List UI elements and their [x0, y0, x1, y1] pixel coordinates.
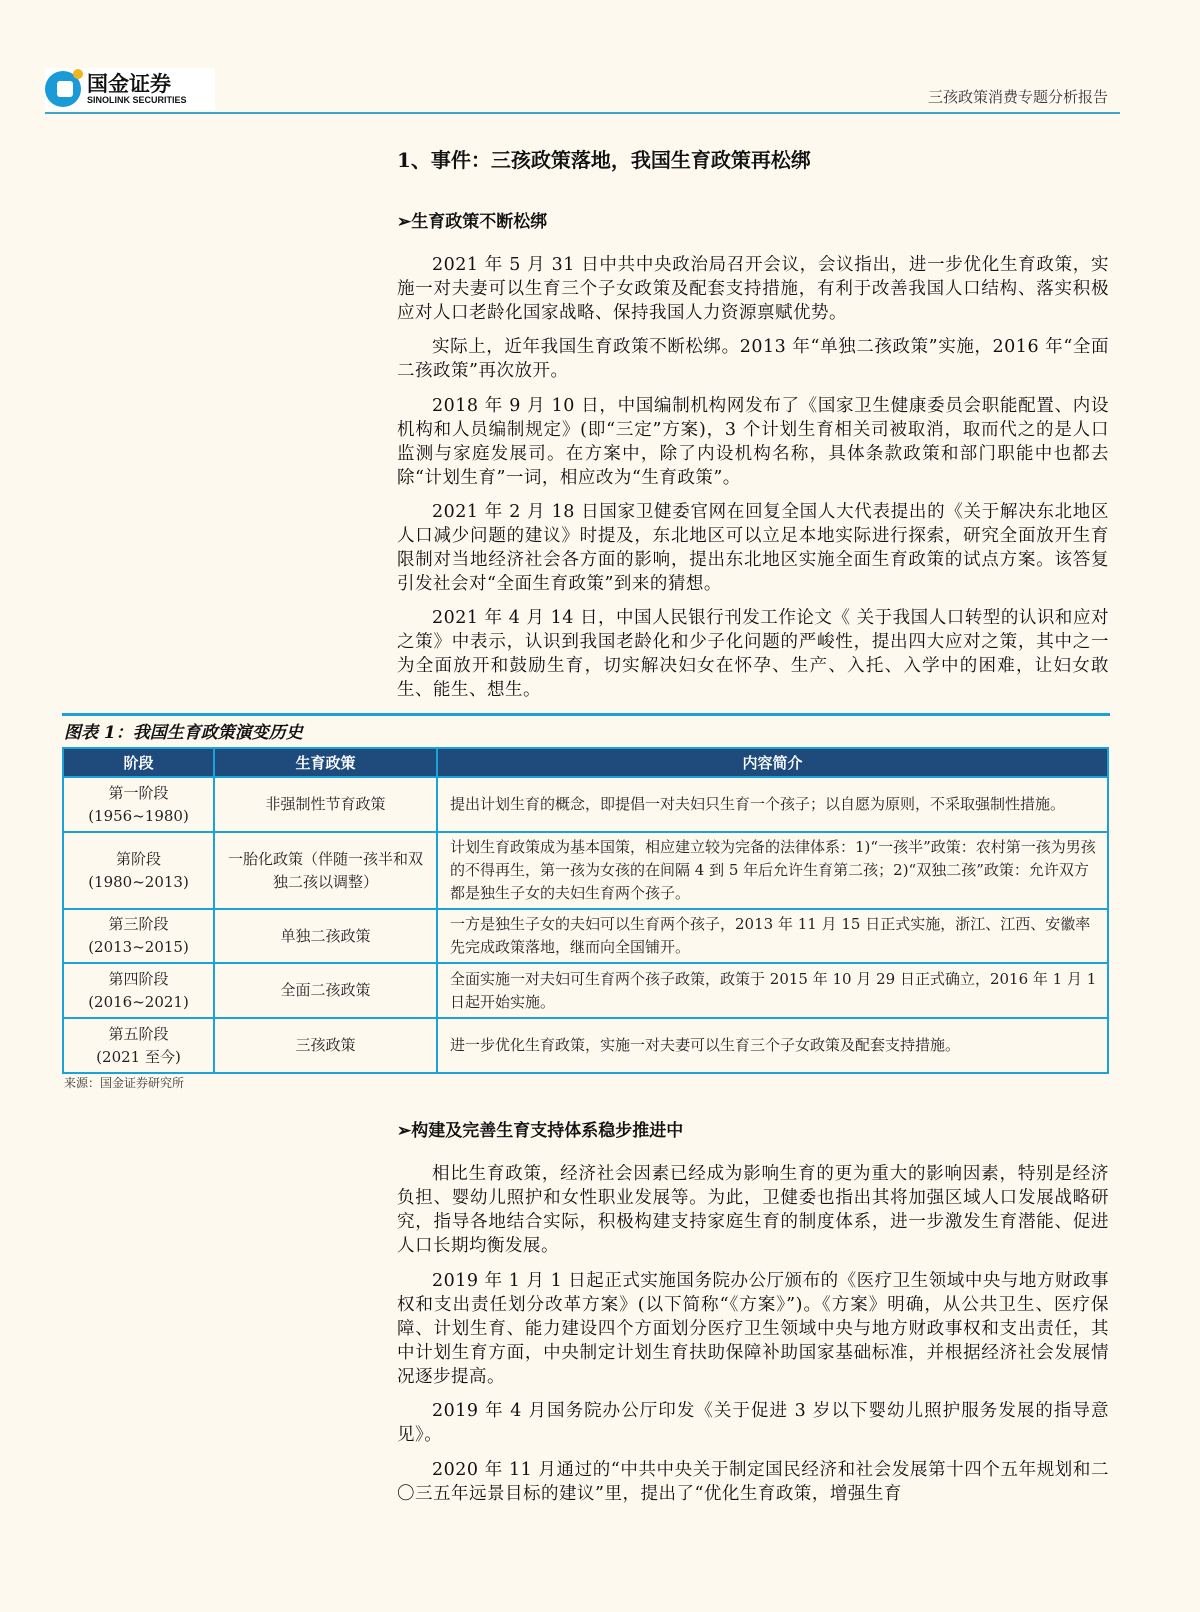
report-title: 三孩政策消费专题分析报告	[927, 88, 1108, 106]
description-cell: 计划生育政策成为基本国策，相应建立较为完备的法律体系：1)“一孩半”政策：农村第一孩为男孩的不得再生，第一孩为女孩的在间隔 4 到 5 年后允许生育第二孩；2)“双独二孩”政策：允许双方都是独生子女的夫妇生育两个孩子。	[437, 832, 1108, 909]
policy-cell: 一胎化政策（伴随一孩半和双独二孩以调整）	[214, 832, 437, 909]
table-caption: 图表 1：我国生育政策演变历史	[64, 723, 303, 743]
header-divider	[45, 112, 1120, 114]
stage-cell: 第一阶段 (1956~1980)	[63, 777, 214, 832]
caption-divider	[62, 713, 1110, 716]
paragraph: 相比生育政策，经济社会因素已经成为影响生育的更为重大的影响因素，特别是经济负担、婴幼儿照护和女性职业发展等。为此，卫健委也指出其将加强区域人口发展战略研究，指导各地结合实际，积极构建支持家庭生育的制度体系，进一步激发生育潜能、促进人口长期均衡发展。	[397, 1164, 1109, 1256]
table-source: 来源：国金证券研究所	[64, 1076, 185, 1090]
stage-cell: 第三阶段 (2013~2015)	[63, 909, 214, 963]
section-title: 1、事件：三孩政策落地，我国生育政策再松绑	[397, 148, 811, 172]
description-cell: 进一步优化生育政策，实施一对夫妻可以生育三个子女政策及配套支持措施。	[437, 1018, 1108, 1073]
stage-cell: 第阶段 (1980~2013)	[63, 832, 214, 909]
subsection-heading: ➢生育政策不断松绑	[397, 212, 548, 232]
description-cell: 提出计划生育的概念，即提倡一对夫妇只生育一个孩子；以自愿为原则，不采取强制性措施。	[437, 777, 1108, 832]
stage-cell: 第五阶段 (2021 至今)	[63, 1018, 214, 1073]
logo-mark-icon	[45, 71, 81, 107]
policy-history-table	[62, 747, 1109, 1074]
policy-cell: 三孩政策	[214, 1018, 437, 1073]
table-row	[63, 777, 1108, 832]
paragraph: 2020 年 11 月通过的“中共中央关于制定国民经济和社会发展第十四个五年规划和二〇三五年远景目标的建议”里，提出了“优化生育政策，增强生育	[397, 1460, 1109, 1504]
column-header: 内容简介	[437, 748, 1108, 777]
paragraph: 2021 年 5 月 31 日中共中央政治局召开会议，会议指出，进一步优化生育政策，实施一对夫妻可以生育三个子女政策及配套支持措施，有利于改善我国人口结构、落实积极应对人口老龄化国家战略、保持我国人力资源禀赋优势。	[397, 255, 1109, 323]
table-row	[63, 832, 1108, 909]
paragraph: 2018 年 9 月 10 日，中国编制机构网发布了《国家卫生健康委员会职能配置、内设机构和人员编制规定》(即“三定”方案)，3 个计划生育相关司被取消，取而代之的是人口监测与家庭发展司。在方案中，除了内设机构名称，具体条款政策和部门职能中也都去除“计划生育”一词，相应改为“生育政策”。	[397, 396, 1109, 488]
column-header: 生育政策	[214, 748, 437, 777]
paragraph: 2019 年 4 月国务院办公厅印发《关于促进 3 岁以下婴幼儿照护服务发展的指导意见》。	[397, 1401, 1109, 1445]
subsection-heading: ➢构建及完善生育支持体系稳步推进中	[397, 1121, 684, 1141]
table-row	[63, 1018, 1108, 1073]
logo-cn-text: 国金证券	[87, 72, 171, 96]
paragraph: 2021 年 2 月 18 日国家卫健委官网在回复全国人大代表提出的《关于解决东北地区人口减少问题的建议》时提及，东北地区可以立足本地实际进行探索，研究全面放开生育限制对当地经济社会各方面的影响，提出东北地区实施全面生育政策的试点方案。该答复引发社会对“全面生育政策”到来的猜想。	[397, 502, 1109, 594]
description-cell: 全面实施一对夫妇可生育两个孩子政策，政策于 2015 年 10 月 29 日正式确立，2016 年 1 月 1 日起开始实施。	[437, 963, 1108, 1018]
table-row	[63, 909, 1108, 963]
sinolink-logo	[45, 68, 215, 110]
paragraph: 实际上，近年我国生育政策不断松绑。2013 年“单独二孩政策”实施，2016 年“全面二孩政策”再次放开。	[397, 337, 1109, 381]
column-header: 阶段	[63, 748, 214, 777]
stage-cell: 第四阶段 (2016~2021)	[63, 963, 214, 1018]
arrow-bullet-icon: ➢	[397, 212, 412, 232]
policy-cell: 全面二孩政策	[214, 963, 437, 1018]
description-cell: 一方是独生子女的夫妇可以生育两个孩子，2013 年 11 月 15 日正式实施，浙江、江西、安徽率先完成政策落地，继而向全国铺开。	[437, 909, 1108, 963]
table-row	[63, 963, 1108, 1018]
paragraph: 2021 年 4 月 14 日，中国人民银行刊发工作论文《 关于我国人口转型的认识和应对之策》中表示，认识到我国老龄化和少子化问题的严峻性，提出四大应对之策，其中之一为全面放开和鼓励生育，切实解决妇女在怀孕、生产、入托、入学中的困难，让妇女敢生、能生、想生。	[397, 608, 1109, 700]
policy-cell: 非强制性节育政策	[214, 777, 437, 832]
logo-en-text: SINOLINK SECURITIES	[87, 95, 187, 105]
paragraph: 2019 年 1 月 1 日起正式实施国务院办公厅颁布的《医疗卫生领域中央与地方财政事权和支出责任划分改革方案》(以下简称“《方案》”)。《方案》明确，从公共卫生、医疗保障、计划生育、能力建设四个方面划分医疗卫生领域中央与地方财政事权和支出责任，其中计划生育方面，中央制定计划生育扶助保障补助国家基础标准，并根据经济社会发展情况逐步提高。	[397, 1271, 1109, 1387]
table-header-row	[63, 748, 1108, 777]
policy-cell: 单独二孩政策	[214, 909, 437, 963]
arrow-bullet-icon: ➢	[397, 1121, 412, 1141]
